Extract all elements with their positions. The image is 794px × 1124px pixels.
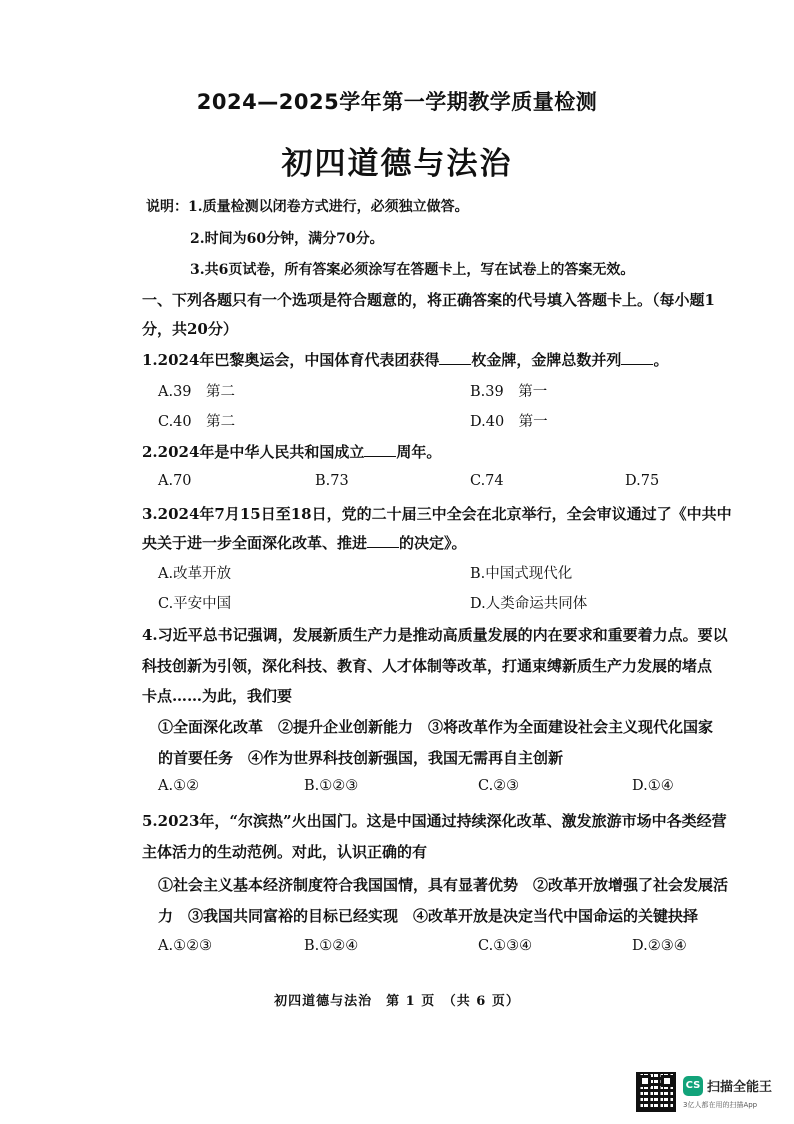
- question-4-option-d: D.①④: [632, 778, 674, 794]
- notes-block: [146, 196, 469, 216]
- question-3-option-b: B.中国式现代化: [470, 566, 573, 582]
- question-4-stem-line1: 4.习近平总书记强调，发展新质生产力是推动高质量发展的内在要求和重要着力点。要以: [142, 626, 728, 644]
- question-3-option-a: A.改革开放: [158, 566, 232, 582]
- section-heading-line1: 一、下列各题只有一个选项是符合题意的，将正确答案的代号填入答题卡上。（每小题1: [142, 291, 715, 309]
- question-5-option-c: C.①③④: [478, 938, 533, 954]
- answer-blank: [439, 352, 471, 365]
- question-1-option-d: D.40 第一: [470, 414, 548, 430]
- note-item-3: 3.共6页试卷，所有答案必须涂写在答题卡上，写在试卷上的答案无效。: [190, 262, 635, 278]
- question-4-option-c: C.②③: [478, 778, 520, 794]
- question-2-text-b: 周年。: [396, 443, 442, 461]
- question-4-stem-line2: 科技创新为引领，深化科技、教育、人才体制等改革，打通束缚新质生产力发展的堵点: [142, 657, 713, 675]
- scanner-app-name: 扫描全能王: [707, 1080, 773, 1095]
- question-1-option-c: C.40 第二: [158, 414, 236, 430]
- question-3-stem-line1: 3.2024年7月15日至18日，党的二十届三中全会在北京举行，全会审议通过了《中共中: [142, 505, 732, 523]
- question-1-text-c: 。: [653, 351, 669, 369]
- question-1-option-a: A.39 第二: [158, 384, 236, 400]
- question-2-option-a: A.70: [158, 473, 192, 489]
- question-2-option-c: C.74: [470, 473, 504, 489]
- question-1-text-a: 1.2024年巴黎奥运会，中国体育代表团获得: [142, 351, 440, 369]
- question-2-option-d: D.75: [625, 473, 660, 489]
- question-3-text-a: 央关于进一步全面深化改革、推进: [142, 534, 368, 552]
- section-heading-line2: 分，共20分）: [142, 320, 238, 338]
- question-2-text-a: 2.2024年是中华人民共和国成立: [142, 443, 365, 461]
- question-5-statements-line2: 力 ③我国共同富裕的目标已经实现 ④改革开放是决定当代中国命运的关键抉择: [158, 907, 699, 925]
- subject-title: 初四道德与法治: [281, 146, 513, 182]
- question-2-option-b: B.73: [315, 473, 349, 489]
- question-5-statements-line1: ①社会主义基本经济制度符合我国国情，具有显著优势 ②改革开放增强了社会发展活: [158, 876, 729, 894]
- question-4-option-a: A.①②: [158, 778, 200, 794]
- answer-blank: [621, 352, 653, 365]
- question-1-option-b: B.39 第一: [470, 384, 548, 400]
- scanner-tagline: 3亿人都在用的扫描App: [683, 1101, 758, 1109]
- question-5-stem-line1: 5.2023年，“尔滨热”火出国门。这是中国通过持续深化改革、激发旅游市场中各类经营: [142, 812, 727, 830]
- qr-code-icon: [636, 1072, 676, 1112]
- question-5-option-b: B.①②④: [304, 938, 359, 954]
- question-5-option-d: D.②③④: [632, 938, 687, 954]
- question-3-option-c: C.平安中国: [158, 596, 232, 612]
- question-2-stem: [142, 441, 441, 462]
- question-4-statements-line1: ①全面深化改革 ②提升企业创新能力 ③将改革作为全面建设社会主义现代化国家: [158, 718, 714, 736]
- question-3-text-b: 的决定》。: [399, 534, 467, 552]
- answer-blank: [367, 535, 399, 548]
- question-5-stem-line2: 主体活力的生动范例。对此，认识正确的有: [142, 843, 428, 861]
- page-footer: 初四道德与法治 第 1 页 （共 6 页）: [274, 994, 520, 1009]
- answer-blank: [364, 444, 396, 457]
- question-5-option-a: A.①②③: [158, 938, 213, 954]
- notes-label: 说明：: [146, 199, 188, 215]
- note-item-1: 1.质量检测以闭卷方式进行，必须独立做答。: [188, 199, 469, 215]
- note-item-2: 2.时间为60分钟，满分70分。: [190, 231, 384, 247]
- exam-title: 2024—2025学年第一学期教学质量检测: [196, 90, 598, 114]
- question-4-statements-line2: 的首要任务 ④作为世界科技创新强国，我国无需再自主创新: [158, 749, 564, 767]
- question-1-text-b: 枚金牌，金牌总数并列: [471, 351, 622, 369]
- question-4-stem-line3: 卡点……为此，我们要: [142, 687, 293, 705]
- question-4-option-b: B.①②③: [304, 778, 359, 794]
- question-3-option-d: D.人类命运共同体: [470, 596, 588, 612]
- question-3-stem-line2: [142, 532, 467, 553]
- camscanner-logo-icon: CS: [683, 1076, 703, 1096]
- question-1-stem: [142, 349, 668, 370]
